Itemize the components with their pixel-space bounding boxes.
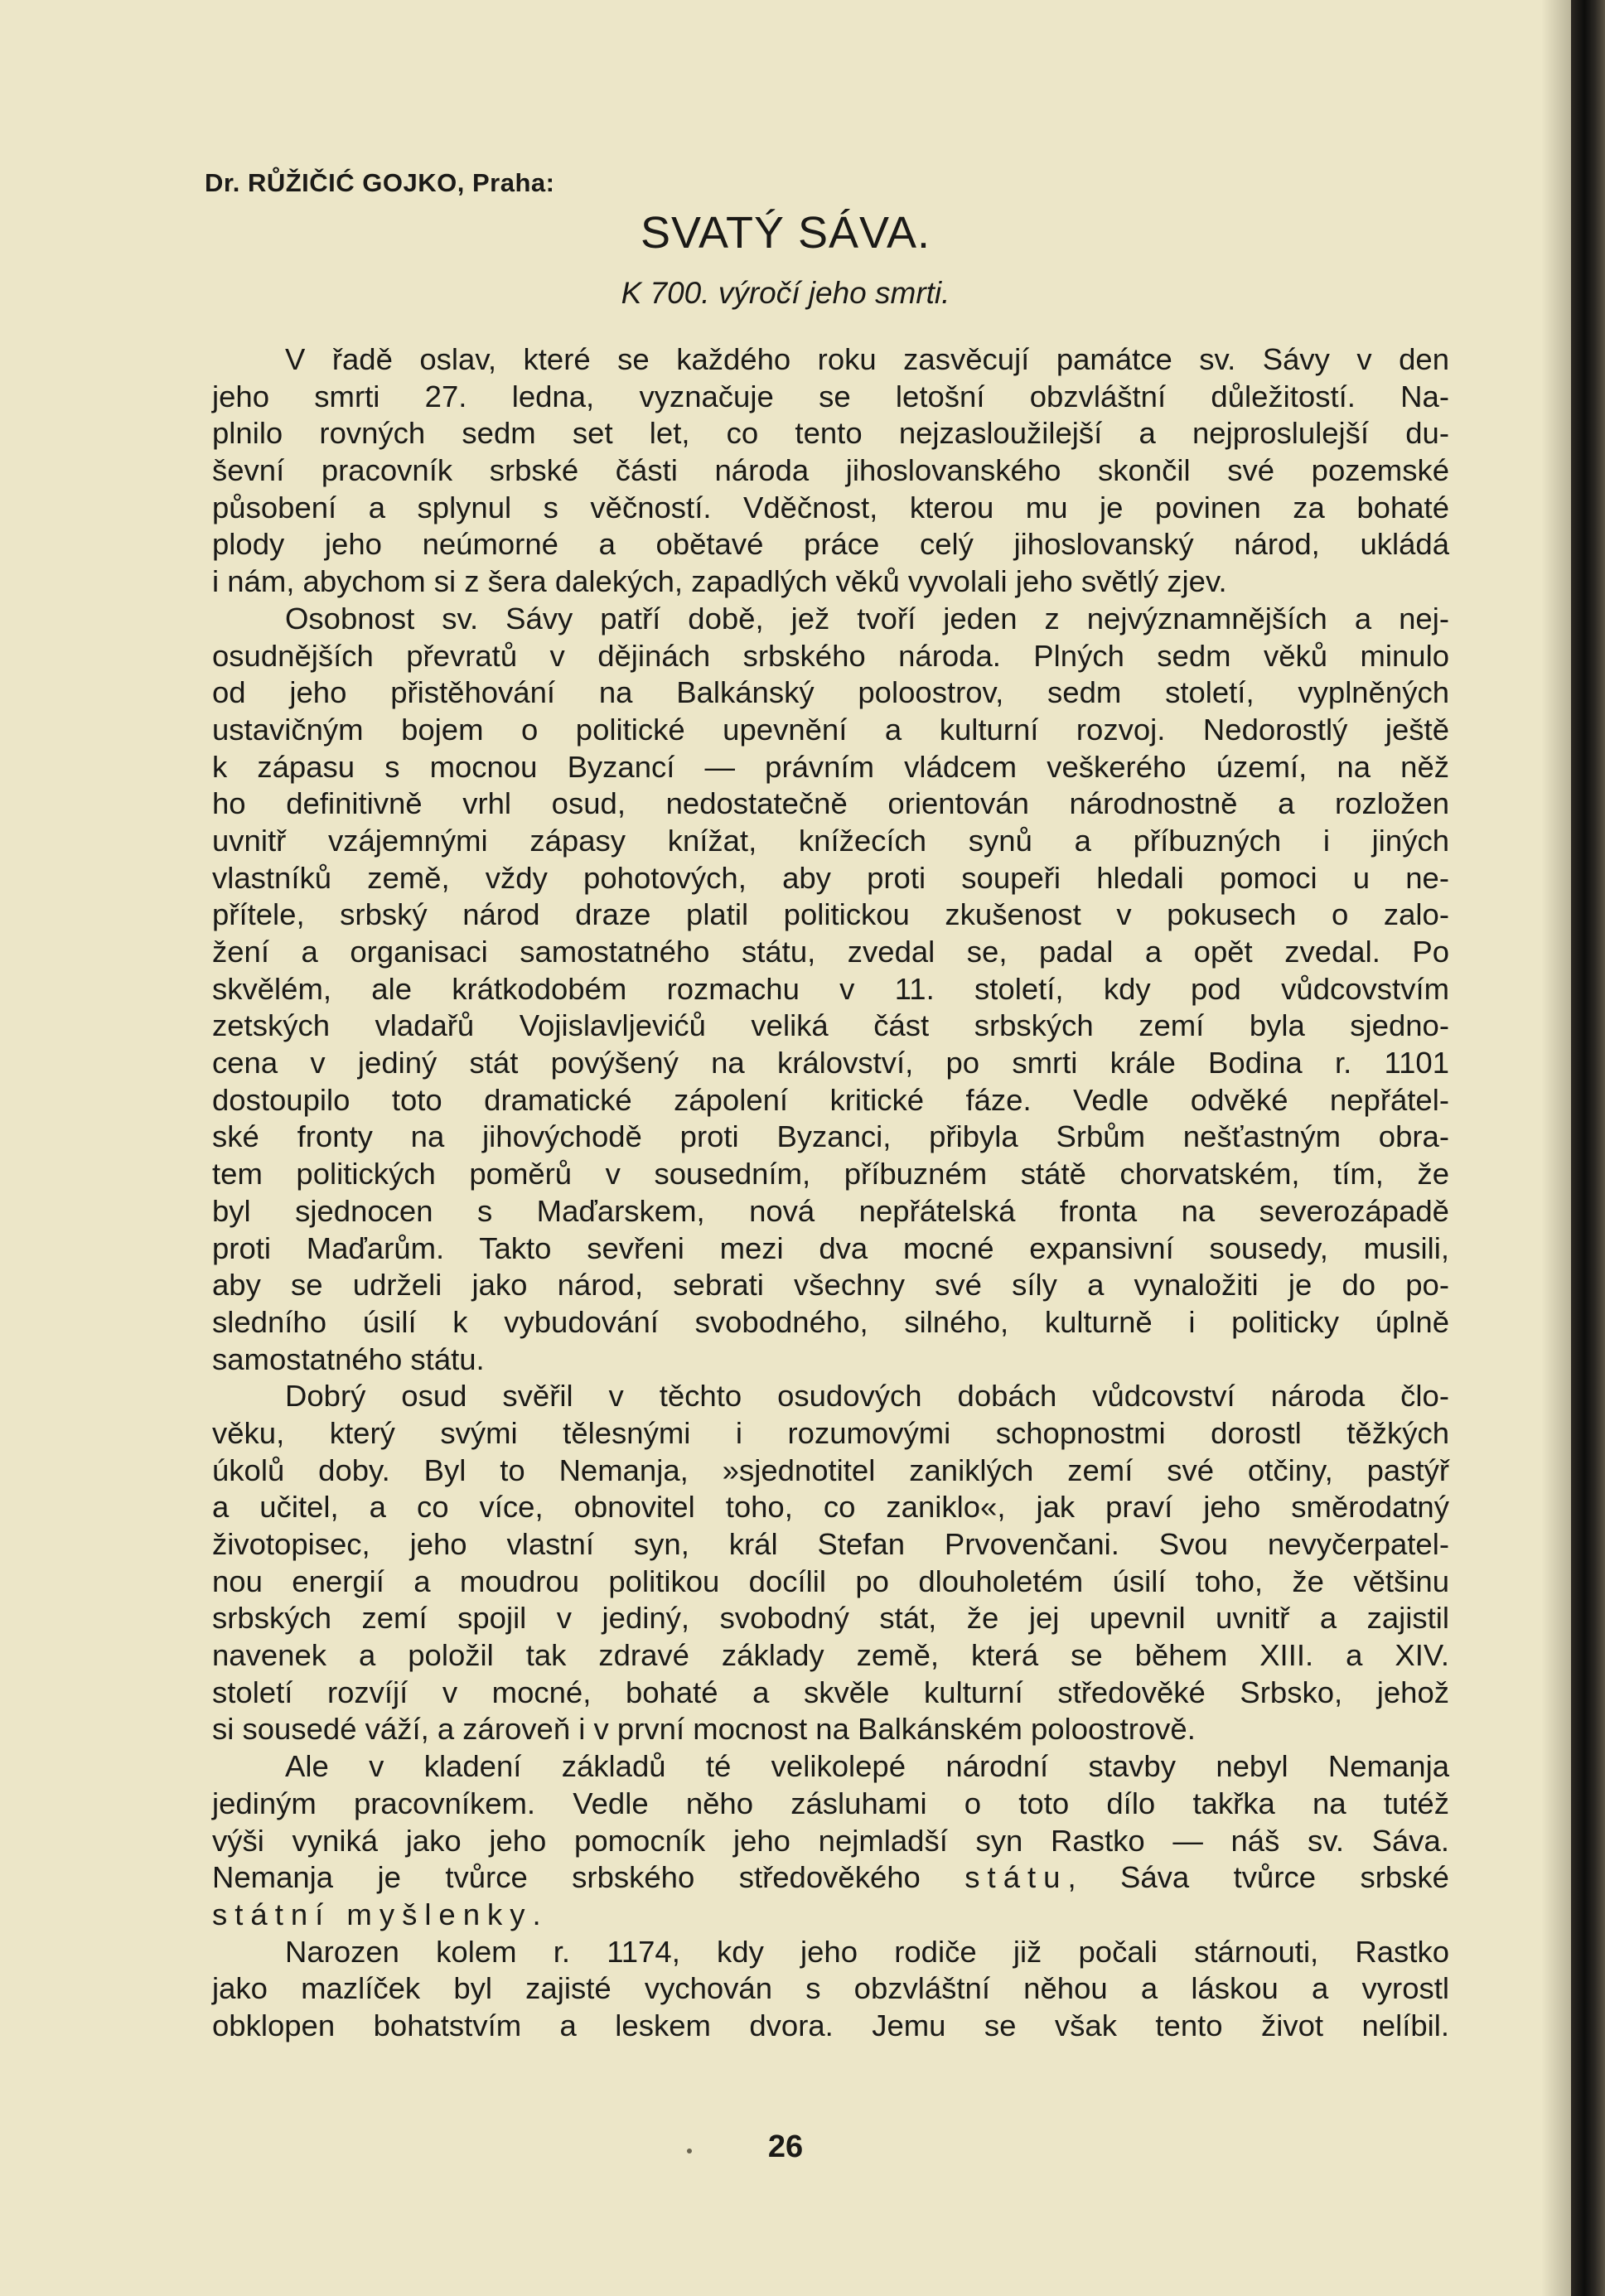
text-line: samostatného státu. xyxy=(212,1341,485,1376)
page-shadow xyxy=(1541,0,1571,2296)
text-line xyxy=(212,1859,1449,1897)
text-line-part: . xyxy=(532,1897,541,1931)
text-line: od jeho přistěhování na Balkánský poloostrov, sedm století, vyplněných xyxy=(212,675,1449,710)
letterspaced-emphasis: státu xyxy=(964,1860,1068,1895)
text-line: skvělém, ale krátkodobém rozmachu v 11. století, kdy pod vůdcovstvím xyxy=(212,971,1449,1006)
article-body xyxy=(212,341,1449,2045)
text-line: jediným pracovníkem. Vedle něho zásluhami o toto dílo takřka na tutéž xyxy=(212,1786,1449,1820)
text-line: vlastníků země, vždy pohotových, aby proti soupeři hledali pomoci u ne- xyxy=(212,860,1449,895)
text-line: věku, který svými tělesnými i rozumovými schopnostmi dorostl těžkých xyxy=(212,1415,1449,1450)
text-line: Ale v kladení základů té velikolepé národní stavby nebyl Nemanja xyxy=(285,1749,1449,1784)
text-line: výši vyniká jako jeho pomocník jeho nejmladší syn Rastko — náš sv. Sáva. xyxy=(212,1823,1449,1858)
text-line: jako mazlíček byl zajisté vychován s obzvláštní něhou a láskou a vyrostl xyxy=(212,1971,1449,2006)
text-line: V řadě oslav, které se každého roku zasvěcují památce sv. Sávy v den xyxy=(285,342,1449,376)
text-line: zetských vladařů Vojislavljevićů veliká část srbských zemí byla sjedno- xyxy=(212,1008,1449,1043)
text-line xyxy=(212,1897,1449,1934)
book-spine-edge xyxy=(1571,0,1605,2296)
text-line: byl sjednocen s Maďarskem, nová nepřátelská fronta na severozápadě xyxy=(212,1193,1449,1228)
text-line: působení a splynul s věčností. Vděčnost, kterou mu je povinen za bohaté xyxy=(212,490,1449,524)
text-line: si sousedé váží, a zároveň i v první mocnost na Balkánském poloostrově. xyxy=(212,1712,1196,1747)
text-line: Narozen kolem r. 1174, kdy jeho rodiče již počali stárnouti, Rastko xyxy=(285,1934,1449,1969)
text-line: proti Maďarům. Takto sevřeni mezi dva mocné expansivní sousedy, musili, xyxy=(212,1230,1449,1265)
text-line: ustavičným bojem o politické upevnění a kulturní rozvoj. Nedorostlý ještě xyxy=(212,712,1449,747)
text-line: sledního úsilí k vybudování svobodného, silného, kulturně i politicky úplně xyxy=(212,1304,1449,1339)
text-line: ho definitivně vrhl osud, nedostatečně orientován národnostně a rozložen xyxy=(212,786,1449,821)
text-line: plody jeho neúmorné a obětavé práce celý jihoslovanský národ, ukládá xyxy=(212,527,1449,562)
text-line: nou energií a moudrou politikou docílil po dlouholetém úsilí toho, že většinu xyxy=(212,1564,1449,1598)
text-line-part: Nemanja je tvůrce srbského středověkého xyxy=(212,1860,921,1895)
text-line: ské fronty na jihovýchodě proti Byzanci, přibyla Srbům nešťastným obra- xyxy=(212,1119,1449,1154)
text-line: obklopen bohatstvím a leskem dvora. Jemu se však tento život nelíbil. xyxy=(212,2008,1449,2042)
text-line: jeho smrti 27. ledna, vyznačuje se letošní obzvláštní důležitostí. Na- xyxy=(212,379,1449,413)
text-line: navenek a položil tak zdravé základy země, která se během XIII. a XIV. xyxy=(212,1638,1449,1673)
text-line: a učitel, a co více, obnovitel toho, co zaniklo«, jak praví jeho směrodatný xyxy=(212,1490,1449,1525)
text-line-part: , Sáva tvůrce srbské xyxy=(1067,1860,1449,1895)
text-line: srbských zemí spojil v jediný, svobodný stát, že jej upevnil uvnitř a zajistil xyxy=(212,1601,1449,1636)
text-line: životopisec, jeho vlastní syn, král Stefan Prvovenčani. Svou nevyčerpatel- xyxy=(212,1527,1449,1561)
text-line: století rozvíjí v mocné, bohaté a skvěle kulturní středověké Srbsko, jehož xyxy=(212,1675,1449,1709)
text-line: i nám, abychom si z šera dalekých, zapadlých věků vyvolali jeho světlý zjev. xyxy=(212,564,1227,599)
text-line: plnilo rovných sedm set let, co tento nejzasloužilejší a nejproslulejší du- xyxy=(212,416,1449,451)
text-line: aby se udrželi jako národ, sebrati všechny své síly a vynaložiti je do po- xyxy=(212,1268,1449,1303)
text-line: žení a organisaci samostatného státu, zvedal se, padal a opět zvedal. Po xyxy=(212,935,1449,969)
page-number: 26 xyxy=(767,2129,804,2164)
text-line: osudnějších převratů v dějinách srbského národa. Plných sedm věků minulo xyxy=(212,638,1449,673)
text-line: přítele, srbský národ draze platil politickou zkušenost v pokusech o zalo- xyxy=(212,897,1449,932)
text-line: Dobrý osud svěřil v těchto osudových dobách vůdcovství národa člo- xyxy=(285,1379,1449,1414)
text-line: ševní pracovník srbské části národa jihoslovanského skončil své pozemské xyxy=(212,453,1449,488)
article-subtitle: K 700. výročí jeho smrti. xyxy=(621,276,950,310)
text-line: úkolů doby. Byl to Nemanja, »sjednotitel zaniklých zemí své otčiny, pastýř xyxy=(212,1453,1449,1487)
text-line: tem politických poměrů v sousedním, příbuzném státě chorvatském, tím, že xyxy=(212,1157,1449,1192)
letterspaced-emphasis: státní myšlenky xyxy=(212,1897,533,1931)
text-line: k zápasu s mocnou Byzancí — právním vládcem veškerého území, na něž xyxy=(212,749,1449,784)
text-line: dostoupilo toto dramatické zápolení kritické fáze. Vedle odvěké nepřátel- xyxy=(212,1082,1449,1117)
text-line: uvnitř vzájemnými zápasy knížat, knížecích synů a příbuzných i jiných xyxy=(212,823,1449,858)
text-line: cena v jediný stát povýšený na království, po smrti krále Bodina r. 1101 xyxy=(212,1046,1449,1080)
author-byline: Dr. RŮŽIČIĆ GOJKO, Praha: xyxy=(205,168,555,197)
text-line: Osobnost sv. Sávy patří době, jež tvoří jeden z nejvýznamnějších a nej- xyxy=(285,601,1449,636)
article-title: SVATÝ SÁVA. xyxy=(640,208,931,258)
